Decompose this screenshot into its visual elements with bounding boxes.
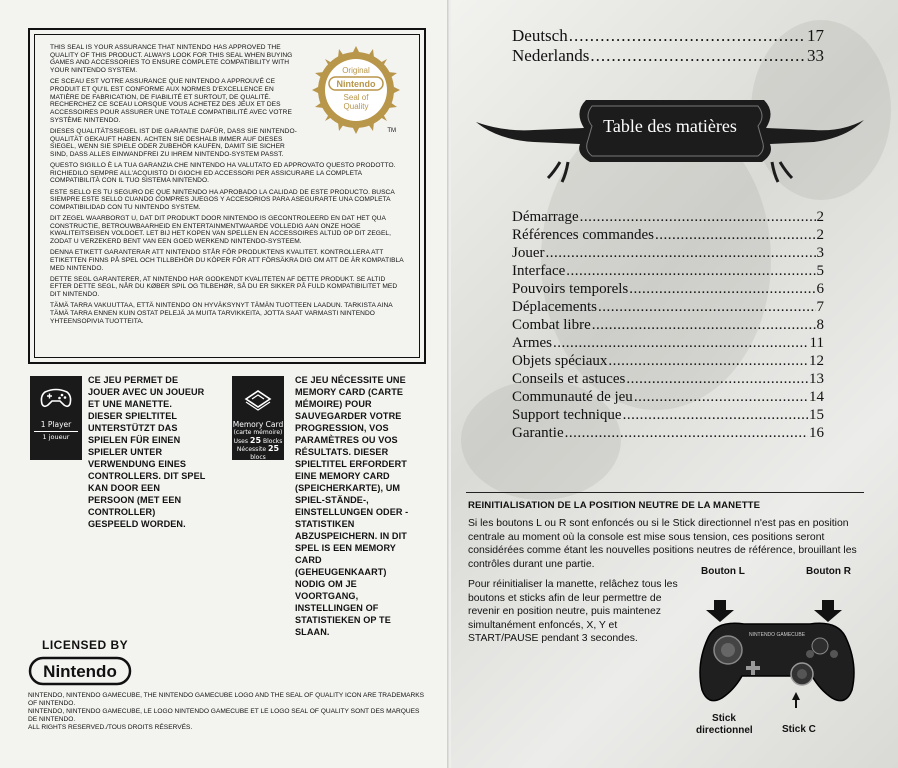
legal-line-fr: NINTENDO, NINTENDO GAMECUBE, LE LOGO NINTENDO GAMECUBE ET LE LOGO SEAL OF QUALITY SONT DES MARQUES DE NINTENDO.: [28, 708, 420, 723]
toc-entry[interactable]: Déplacements ..... 7: [512, 298, 824, 316]
one-player-label: 1 Player: [40, 420, 72, 429]
toc-entry[interactable]: Références commandes ..... 2: [512, 226, 824, 244]
toc-entry[interactable]: Garantie ..... 16: [512, 424, 824, 442]
controller-brand: NINTENDO GAMECUBE: [748, 632, 806, 638]
toc-entry[interactable]: Support technique ..... 15: [512, 406, 824, 424]
reset-paragraph-1: Si les boutons L ou R sont enfoncés ou si le Stick directionnel n'est pas en position centrale au moment où la console est mise sous tension, ces positions seront considérées comme étant les nouvelles positions neutres de référence, brouillant les contrôles durant une partie.: [468, 518, 857, 570]
arrow-down-l-icon: [706, 600, 734, 622]
licensed-by-label: LICENSED BY: [42, 638, 129, 652]
toc-entry[interactable]: Jouer ..... 3: [512, 244, 824, 262]
seal-paragraph-en: THIS SEAL IS YOUR ASSURANCE THAT NINTENDO HAS APPROVED THE QUALITY OF THIS PRODUCT. ALWAYS LOOK FOR THIS SEAL WHEN BUYING GAMES AND ACCESSORIES TO ENSURE COMPLETE COMPATIBILITY WITH YOUR NINTENDO SYSTEM.: [50, 44, 293, 75]
memory-card-icon: [232, 376, 284, 420]
nintendo-logo-text: Nintendo: [43, 662, 117, 681]
toc-entry-deutsch[interactable]: Deutsch ..... 17: [512, 26, 824, 46]
label-bouton-l: Bouton L: [701, 566, 745, 577]
seal-of-quality-box: [28, 28, 426, 364]
toc-entry[interactable]: Interface ..... 5: [512, 262, 824, 280]
memory-block-text: CE JEU NÉCESSITE UNE MEMORY CARD (CARTE MÉMOIRE) POUR SAUVEGARDER VOTRE PROGRESSION, VOS PARAMÈTRES OU VOS RÉSULTATS. DIESER SPIELTITEL ERFORDERT EINE MEMORY CARD (SPEICHERKARTE), UM SPIEL-STÄNDE-, EINSTELLUNGEN ODER -STATISTIKEN ABZUSPEICHERN. IN DIT SPEL IS EEN MEMORY CARD (GEHEUGENKAART) NODIG OM JE VOORTGANG, INSTELLINGEN OF STATISTIEKEN OP TE SLAAN.: [295, 375, 409, 638]
needs-blocks-label: Nécessite 25 blocs: [236, 444, 280, 461]
section-divider: [466, 492, 864, 493]
seal-paragraph-it: QUESTO SIGILLO È LA TUA GARANZIA CHE NINTENDO HA VALUTATO ED APPROVATO QUESTO PRODOTTO. RICHIEDILO SEMPRE ALL'ACQUISTO DI GIOCHI ED ACCESSORI PER ASSICURARE LA COMPLETA COMPATIBILITÀ CON IL TUO SISTEMA NINTENDO.: [50, 162, 396, 185]
toc-entry[interactable]: Pouvoirs temporels ..... 6: [512, 280, 824, 298]
one-player-label-fr: 1 joueur: [34, 431, 78, 441]
label-stick-c: Stick C: [782, 724, 816, 735]
seal-paragraph-nl: DIT ZEGEL WAARBORGT U, DAT DIT PRODUKT DOOR NINTENDO IS GECONTROLEERD EN DAT HET QUA CONSTRUCTIE, BETROUWBAARHEID EN ENTERTAINMENTWAARDE VOLLEDIG AAN ONZE HOGE KWALITEITSEISEN VOLDOET. LET BIJ HET KOPEN VAN SPELLEN EN ACCESSOIRES ALTIJD OP DIT ZEGEL, ZODAT U VERZEKERD BENT VAN EEN GOED WERKEND NINTENDO-SYSTEEM.: [50, 215, 391, 246]
memory-card-label: Memory Card: [232, 420, 284, 429]
label-stick-directionnel: Stick directionnel: [696, 713, 753, 736]
seal-tm: TM: [387, 128, 396, 134]
arrow-up-c-icon: [792, 692, 800, 708]
arrow-down-r-icon: [814, 600, 842, 622]
nintendo-seal-of-quality-icon: [312, 46, 400, 134]
seal-paragraph-fr: CE SCEAU EST VOTRE ASSURANCE QUE NINTENDO A APPROUVÉ CE PRODUIT ET QU'IL EST CONFORME AUX NORMES D'EXCELLENCE EN MATIÈRE DE FABRICATION, DE FIABILITÉ ET SURTOUT, DE QUALITÉ. RECHERCHEZ CE SCEAU LORSQUE VOUS ACHETEZ DES JEUX ET DES ACCESSOIRES POUR ASSURER UNE TOTALE COMPATIBILITÉ AVEC VOTRE SYSTÈME NINTENDO.: [50, 78, 292, 124]
reset-paragraph-2: Pour réinitialiser la manette, relâchez tous les boutons et sticks afin de leur permettre de revenir en position neutre, puis maintenez simultanément enfoncés, X, Y et START/PAUSE pendant 3 secondes.: [468, 579, 678, 644]
toc-entry[interactable]: Démarrage ..... 2: [512, 208, 824, 226]
toc-entry[interactable]: Armes ..... 11: [512, 334, 824, 352]
toc-entry[interactable]: Communauté de jeu ..... 14: [512, 388, 824, 406]
seal-line2: Nintendo: [336, 79, 376, 89]
label-bouton-r: Bouton R: [806, 566, 851, 577]
seal-line1: Original: [342, 66, 370, 75]
memory-card-badge: [232, 376, 284, 460]
toc-entry[interactable]: Combat libre ..... 8: [512, 316, 824, 334]
legal-text: [28, 692, 428, 732]
table-of-contents: [512, 208, 824, 442]
seal-paragraph-sv: DENNA ETIKETT GARANTERAR ATT NINTENDO STÅR FÖR PRODUKTENS KVALITET. KONTROLLERA ATT ETIKETTEN FINNS PÅ SPEL OCH TILLBEHÖR DU KÖPER FÖR ATT FÖRSÄKRA DIG OM ATT DE ÄR KOMPATIBLA MED NINTENDO.: [50, 249, 404, 272]
reset-section-title: REINITIALISATION DE LA POSITION NEUTRE DE LA MANETTE: [468, 500, 761, 511]
legal-line-rights: ALL RIGHTS RESERVED./TOUS DROITS RÉSERVÉS.: [28, 724, 193, 731]
seal-paragraph-da: DETTE SEGL GARANTERER, AT NINTENDO HAR GODKENDT KVALITETEN AF DETTE PRODUKT. SE ALTID EFTER DETTE SEGL, NÅR DU KØBER SPIL OG TILBEHØR, SÅ DU ER SIKKER PÅ FULD KOMPATIBILITET MED DIT NINTENDO.: [50, 275, 398, 299]
seal-paragraph-de: DIESES QUALITÄTSSIEGEL IST DIE GARANTIE DAFÜR, DASS SIE NINTENDO-QUALITÄT GEKAUFT HABEN. ACHTEN SIE DESHALB IMMER AUF DIESES SIEGEL, WENN SIE SPIELE ODER ZUBEHÖR KAUFEN, DAMIT SIE SICHER SIND, DASS ALLES EINWANDFREI ZU IHREM NINTENDO-SYSTEM PASST.: [50, 127, 297, 158]
seal-line4: Quality: [343, 102, 369, 111]
toc-banner: [474, 92, 866, 188]
seal-paragraph-fi: TÄMÄ TARRA VAKUUTTAA, ETTÄ NINTENDO ON HYVÄKSYNYT TÄMÄN TUOTTEEN LAADUN. TARKISTA AINA TÄMÄ TARRA ENNEN KUIN OSTAT PELEJÄ JA MUITA TARVIKKEITA, JOTTA SAAT VARMASTI NINTENDO YHTEENSOPIVIA TUOTTEITA.: [50, 302, 393, 325]
seal-paragraph-es: ESTE SELLO ES TU SEGURO DE QUE NINTENDO HA APROBADO LA CALIDAD DE ESTE PRODUCTO. BUSCA SIEMPRE ESTE SELLO CUANDO COMPRES JUEGOS Y ACCESORIOS PARA ASEGURARTE UNA COMPLETA COMPATIBILIDAD CON TU NINTENDO SYSTEM.: [50, 188, 395, 211]
toc-other-languages: [512, 26, 824, 66]
seal-line3: Seal of: [343, 93, 369, 102]
toc-entry[interactable]: Conseils et astuces ..... 13: [512, 370, 824, 388]
controller-block-text: CE JEU PERMET DE JOUER AVEC UN JOUEUR ET UNE MANETTE. DIESER SPIELTITEL UNTERSTÜTZT DAS SPIELEN FÜR EINEN SPIELER UNTER VERWENDUNG EINES CONTROLLERS. DIT SPEL KAN DOOR EEN PERSOON (MET EEN CONTROLLER) GESPEELD WORDEN.: [88, 375, 206, 530]
toc-entry[interactable]: Objets spéciaux ..... 12: [512, 352, 824, 370]
toc-entry-nederlands[interactable]: Nederlands ..... 33: [512, 46, 824, 66]
controller-icon: [30, 376, 82, 420]
gamecube-controller-diagram: [694, 598, 860, 714]
uses-blocks-label: Uses 25 Blocks: [233, 435, 283, 445]
nintendo-logo: [28, 656, 132, 686]
toc-title: Table des matières: [603, 116, 737, 136]
memory-card-label-fr: (carte mémoire): [233, 429, 283, 436]
legal-line-en: NINTENDO, NINTENDO GAMECUBE, THE NINTENDO GAMECUBE LOGO AND THE SEAL OF QUALITY ICON ARE TRADEMARKS OF NINTENDO.: [28, 692, 425, 707]
one-player-badge: [30, 376, 82, 460]
